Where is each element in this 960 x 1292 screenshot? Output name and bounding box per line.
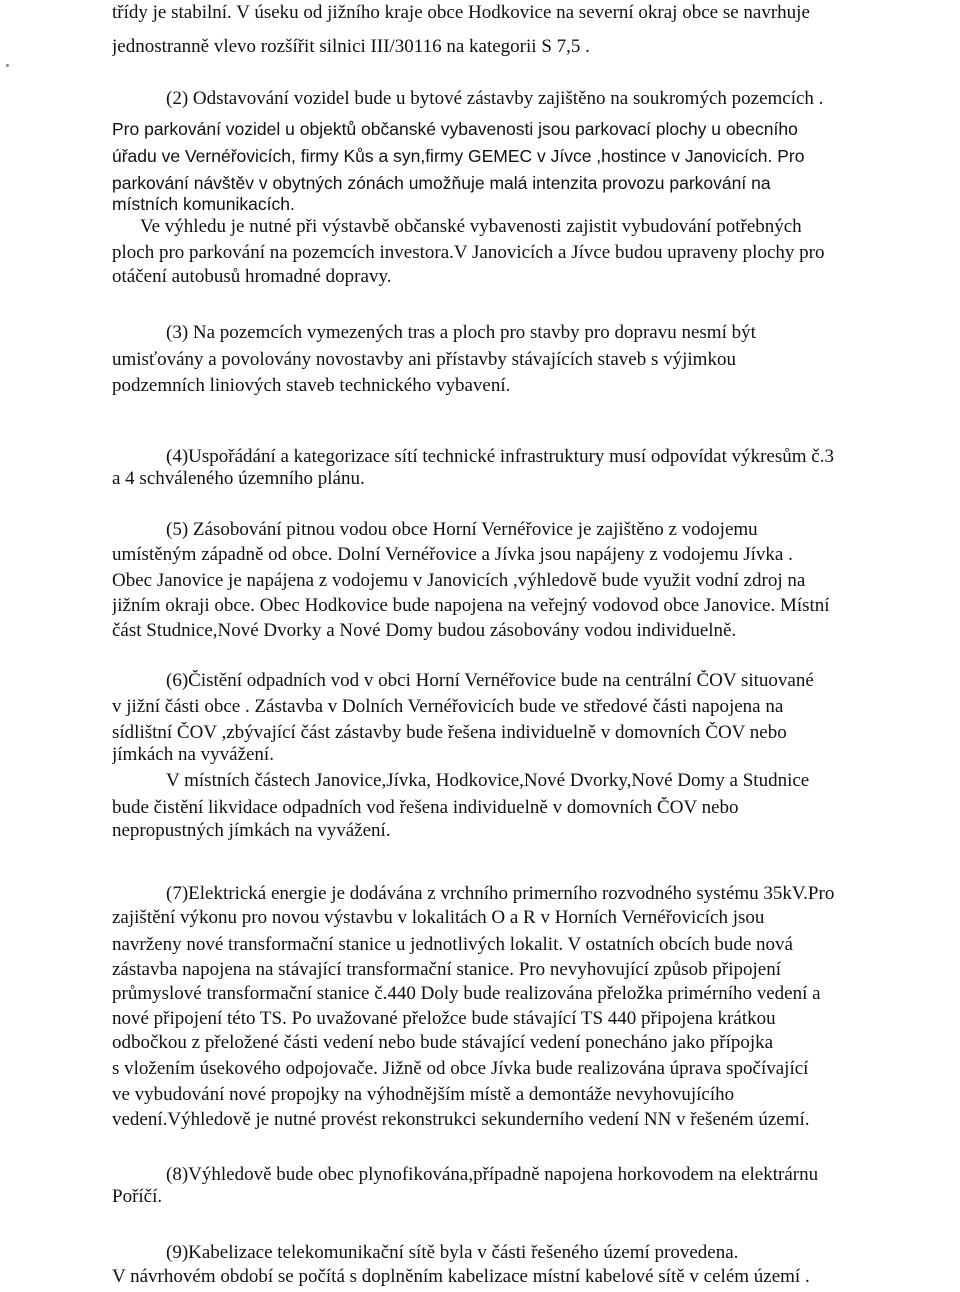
text-line: úřadu ve Vernéřovicích, firmy Kůs a syn,firmy GEMEC v Jívce ,hostince v Janovicích. Pro: [112, 146, 805, 166]
text-line: (8)Výhledově bude obec plynofikována,případně napojena horkovodem na elektrárnu: [166, 1164, 819, 1185]
scan-speck: [6, 64, 9, 67]
text-line: sídlištní ČOV ,zbývající část zástavby bude řešena individuelně v domovních ČOV nebo: [112, 722, 787, 743]
text-line: jižním okraji obce. Obec Hodkovice bude napojena na veřejný vodovod obce Janovice. Místní: [112, 595, 830, 616]
text-line: odbočkou z přeložené části vedení nebo bude stávající vedení ponecháno jako přípojka: [112, 1032, 774, 1053]
text-line: parkování návštěv v obytných zónách umožňuje malá intenzita provozu parkování na: [112, 173, 771, 193]
text-line: část Studnice,Nové Dvorky a Nové Domy budou zásobovány vodou individuelně.: [112, 620, 737, 641]
text-line: V místních částech Janovice,Jívka, Hodkovice,Nové Dvorky,Nové Domy a Studnice: [166, 770, 810, 791]
text-line: umisťovány a povolovány novostavby ani přístavby stávajících staveb s výjimkou: [112, 349, 736, 370]
text-line: nepropustných jímkách na vyvážení.: [112, 820, 391, 841]
text-line: s vložením úsekového odpojovače. Jižně od obce Jívka bude realizována úprava spočívající: [112, 1058, 809, 1079]
text-line: v jižní části obce . Zástavba v Dolních Vernéřovicích bude ve středové části napojena na: [112, 696, 784, 717]
text-line: otáčení autobusů hromadné dopravy.: [112, 266, 392, 287]
text-line: (9)Kabelizace telekomunikační sítě byla v části řešeného území provedena.: [166, 1242, 739, 1263]
text-line: (5) Zásobování pitnou vodou obce Horní Vernéřovice je zajištěno z vodojemu: [166, 519, 758, 540]
text-line: Ve výhledu je nutné při výstavbě občanské vybavenosti zajistit vybudování potřebných: [140, 216, 802, 237]
text-line: navrženy nové transformační stanice u jednotlivých lokalit. V ostatních obcích bude nová: [112, 934, 793, 955]
text-line: nové připojení této TS. Po uvažované přeložce bude stávající TS 440 připojena krátkou: [112, 1008, 776, 1029]
text-line: (7)Elektrická energie je dodávána z vrchního primerního rozvodného systému 35kV.Pro: [166, 883, 835, 904]
text-line: (2) Odstavování vozidel bude u bytové zástavby zajištěno na soukromých pozemcích .: [166, 88, 824, 109]
text-line: ve vybudování nové propojky na výhodnějším místě a demontáže nevyhovujícího: [112, 1084, 735, 1105]
text-line: a 4 schváleného územního plánu.: [112, 468, 365, 489]
text-line: průmyslové transformační stanice č.440 Doly bude realizována přeložka primérního vedení a: [112, 983, 821, 1004]
text-line: třídy je stabilní. V úseku od jižního kraje obce Hodkovice na severní okraj obce se navrhuje: [112, 2, 810, 23]
text-line: Pro parkování vozidel u objektů občanské vybavenosti jsou parkovací plochy u obecního: [112, 119, 798, 139]
text-line: vedení.Výhledově je nutné provést rekonstrukci sekunderního vedení NN v řešeném území.: [112, 1109, 810, 1130]
text-line: (6)Čistění odpadních vod v obci Horní Vernéřovice bude na centrální ČOV situované: [166, 670, 814, 691]
text-line: umístěným západně od obce. Dolní Vernéřovice a Jívka jsou napájeny z vodojemu Jívka .: [112, 544, 793, 565]
text-line: místních komunikacích.: [112, 194, 295, 214]
text-line: Obec Janovice je napájena z vodojemu v Janovicích ,výhledově bude využit vodní zdroj na: [112, 570, 806, 591]
text-line: podzemních liniových staveb technického vybavení.: [112, 375, 511, 396]
text-line: (3) Na pozemcích vymezených tras a ploch pro stavby pro dopravu nesmí být: [166, 322, 756, 343]
text-line: jednostranně vlevo rozšířit silnici III/30116 na kategorii S 7,5 .: [112, 36, 590, 57]
text-line: zástavba napojena na stávající transformační stanice. Pro nevyhovující způsob připojení: [112, 959, 782, 980]
text-line: jímkách na vyvážení.: [112, 744, 274, 765]
text-line: V návrhovém období se počítá s doplněním kabelizace místní kabelové sítě v celém území .: [112, 1266, 810, 1287]
text-line: (4)Uspořádání a kategorizace sítí technické infrastruktury musí odpovídat výkresům č.3: [166, 446, 834, 467]
text-line: zajištění výkonu pro novou výstavbu v lokalitách O a R v Horních Vernéřovicích jsou: [112, 907, 765, 928]
text-line: bude čistění likvidace odpadních vod řešena individuelně v domovních ČOV nebo: [112, 797, 739, 818]
text-line: Poříčí.: [112, 1186, 163, 1207]
text-line: ploch pro parkování na pozemcích investora.V Janovicích a Jívce budou upraveny plochy pro: [112, 242, 825, 263]
